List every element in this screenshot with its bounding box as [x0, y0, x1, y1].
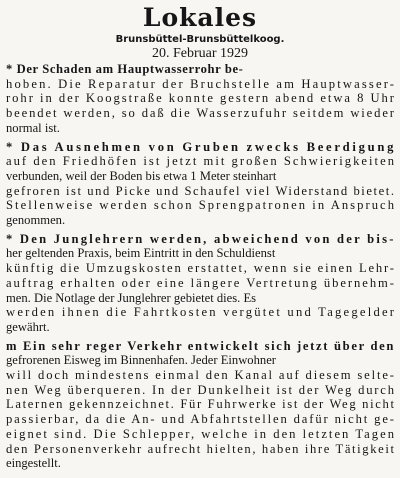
article-text-line: rohr in der Koogstraße konnte gestern abend etwa 8 Uhr [6, 91, 396, 106]
article-text-line: künftig die Umzugskosten erstattet, wenn sie einen Lehr- [6, 261, 396, 276]
article-2 [6, 139, 397, 228]
article-list [6, 62, 397, 471]
article-text-line: Stellenweise werden schon Sprengpatronen in Anspruch [6, 198, 397, 213]
article-text-line: den Personenverkehr aufrecht hielten, haben ihre Tätigkeit [6, 441, 396, 456]
article-3 [6, 231, 397, 335]
article-text-line: gefroren ist und Picke und Schaufel viel Widerstand bietet. [6, 183, 396, 198]
article-text-line: werden ihnen die Fahrtkosten vergütet und Tagegelder [6, 305, 397, 320]
article-text-line: gefrorenen Eisweg im Binnenhafen. Jeder Einwohner [6, 353, 276, 368]
article-text-line: passierbar, da die An- und Abfahrtstellen dafür nicht ge- [6, 412, 396, 427]
article-text-line: eingestellt. [6, 456, 61, 471]
article-text-line: gewährt. [6, 319, 50, 334]
article-text-line: genommen. [6, 213, 66, 228]
article-text-line: beendet werden, so daß die Wasserzufuhr seitdem wieder [6, 106, 396, 121]
article-text-line: hoben. Die Reparatur der Bruchstelle am Hauptwasser- [6, 76, 397, 91]
date-line: 20. Februar 1929 [151, 46, 249, 61]
article-text-line: will doch mindestens einmal den Kanal auf diesem selte- [6, 368, 396, 383]
article-text-line: eignet sind. Die Schlepper, welche in den letzten Tagen [6, 426, 397, 441]
place-line: Brunsbüttel-Brunsbüttelkoog. [115, 34, 285, 45]
article-lead-line: * Das Ausnehmen von Gruben zwecks Beerdigung [6, 139, 397, 154]
article-lead-line: m Ein sehr reger Verkehr entwickelt sich jetzt über den [6, 338, 396, 353]
article-lead-line: * Den Junglehrern werden, abweichend von der bis- [6, 231, 396, 246]
article-1 [6, 62, 397, 136]
article-text-line: auf den Friedhöfen ist jetzt mit großen Schwierigkeiten [6, 154, 397, 169]
article-text-line: men. Die Notlage der Junglehrer gebietet dies. Es [6, 290, 257, 305]
article-lead-line: * Der Schaden am Hauptwasserrohr be- [6, 62, 244, 76]
article-text-line: her geltenden Praxis, beim Eintritt in den Schuldienst [6, 246, 276, 261]
article-4 [6, 338, 397, 471]
article-text-line: nen Weg überqueren. In der Dunkelheit ist der Weg durch [6, 382, 396, 397]
article-text-line: auftrag erhalten oder eine längere Vertretung übernehm- [6, 275, 396, 290]
article-text-line: verbunden, weil der Boden bis etwa 1 Meter steinhart [6, 168, 277, 183]
article-text-line: normal ist. [6, 120, 60, 135]
section-title: Lokales [142, 3, 258, 32]
article-text-line: Laternen gekennzeichnet. Für Fuhrwerke ist der Weg nicht [6, 397, 396, 412]
